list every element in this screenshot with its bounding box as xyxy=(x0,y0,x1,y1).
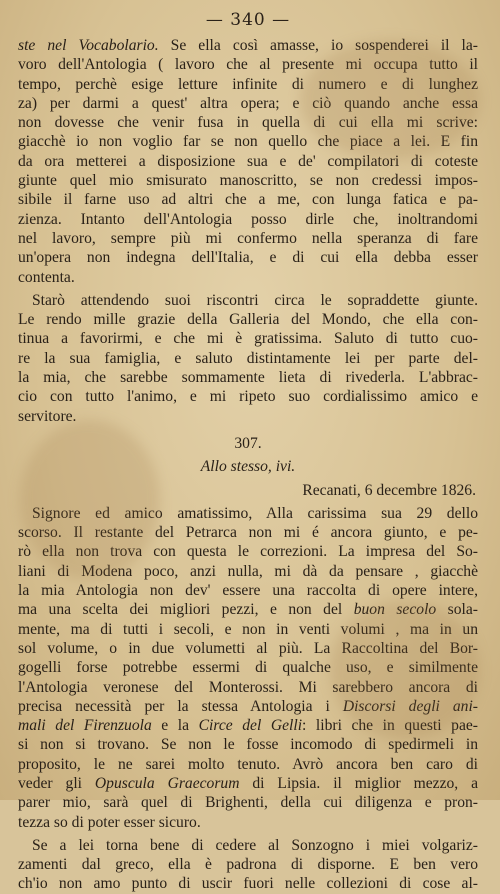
page-number: — 340 — xyxy=(205,10,291,30)
text-line: mali del Firenzuola e la Circe del Gelli: libri che in questi pae- xyxy=(18,717,478,735)
text-line: veder gli Opuscula Graecorum di Lipsia. il miglior mezzo, a xyxy=(18,774,479,792)
text-line: l'Antologia veronese del Monterossi. Mi sarebbero ancora di xyxy=(18,678,478,696)
text-line: ch'io non amo punto di uscir fuori nelle collezioni di cose al- xyxy=(18,875,478,893)
text-line: rò ella non trova con questa le correzioni. La impresa del So- xyxy=(18,543,478,561)
text-line: liani di Modena poco, anzi nulla, mi dà da pensare , giacchè xyxy=(18,562,478,580)
text-line: scorso. Il restante del Petrarca non mi é ancora giunto, e pe- xyxy=(18,524,478,542)
text-line: servitore. xyxy=(18,407,77,425)
text-line: ste nel Vocabolario. Se ella così amasse, io sospenderei il la- xyxy=(18,37,478,54)
text-line: parer mio, sarà quel di Brighenti, della cui diligenza e pron- xyxy=(18,794,478,812)
text-line: giacchè io non voglio far se non quello che piace a lei. E fin xyxy=(18,133,478,151)
text-line: proposito, le ne sarei molto tenuto. Avrò ancora ben caro di xyxy=(18,755,478,773)
paragraph-2 xyxy=(18,291,478,426)
text-line: sol volume, o in due volumetti al più. La Raccoltina del Bor- xyxy=(18,639,478,657)
text-line: nel lavoro, sempre più mi confermo nella speranza di fare xyxy=(18,229,478,247)
letter-heading: Allo stesso, ivi. xyxy=(200,458,296,476)
text-line: za) per darmi a quest' altra opera; e ciò quando anche essa xyxy=(18,94,478,112)
text-line: la mia Antologia non dev' essere una raccolta di opere intere, xyxy=(18,582,478,600)
page-text xyxy=(18,36,478,894)
text-line: giunte quel mio smisurato manoscritto, se non credessi impos- xyxy=(18,172,478,190)
text-line: non dovesse che venir fusa in quella di cui ella mi scrive: xyxy=(18,114,478,132)
text-line: tempo, perchè esige letture infinite di numero e di lunghez xyxy=(18,75,478,93)
text-line: Se a lei torna bene di cedere al Sonzogno i miei volgariz- xyxy=(32,836,478,854)
text-line: cio con tutto l'animo, e mi ripeto suo cordialissimo amico e xyxy=(18,388,478,406)
letter-number: 307. xyxy=(234,434,262,452)
text-line: zamenti dal greco, ella è padrona di disporne. E ben vero xyxy=(18,856,478,874)
text-line: re la sua famiglia, e saluto distintamente lei per parte del- xyxy=(18,349,478,367)
text-line: Starò attendendo suoi riscontri circa le sopraddette giunte. xyxy=(32,291,478,309)
text-line: da ora metterei a disposizione sua e de' compilatori di coteste xyxy=(18,152,478,170)
text-line: tezza so di poter esser sicuro. xyxy=(18,813,201,831)
paragraph-4 xyxy=(18,836,478,894)
text-line: precisa necessità per la stessa Antologia i Discorsi degli ani- xyxy=(18,697,478,715)
text-line: la mia, che sarebbe sommamente lieta di rivederla. L'abbrac- xyxy=(18,369,478,387)
paragraph-1 xyxy=(18,36,478,287)
text-line: contenta. xyxy=(18,268,75,286)
text-line: sibile il farne uso ad altri che a me, con lunga fatica e pa- xyxy=(18,191,478,209)
letter-date: Recanati, 6 decembre 1826. xyxy=(302,481,476,499)
text-line: ma una scelta dei migliori pezzi, e non del buon secolo sola- xyxy=(18,601,478,619)
text-line: gogelli forse potrebbe essermi di qualche uso, e similmente xyxy=(18,659,478,677)
text-line: mente, ma di tutti i secoli, e non in venti volumi , ma in un xyxy=(18,620,478,638)
text-line: Le rendo mille grazie della Galleria del Mondo, che ella con- xyxy=(18,311,478,329)
text-line: voro dell'Antologia ( lavoro che al presente mi occupa tutto il xyxy=(18,56,478,74)
text-line: Signore ed amico amatissimo, Alla carissima sua 29 dello xyxy=(32,504,478,522)
paragraph-3 xyxy=(18,504,478,832)
text-line: si non si trovano. Se non le fosse incomodo di spedirmeli in xyxy=(18,736,478,754)
text-line: tinua a favorirmi, e che mi è gratissima. Saluto di tutto cuo- xyxy=(18,330,478,348)
text-line: un'opera non indegna dell'Italia, e di cui ella debba esser xyxy=(18,249,478,267)
text-line: zienza. Intanto dell'Antologia posso dirle che, inoltrandomi xyxy=(18,210,478,228)
